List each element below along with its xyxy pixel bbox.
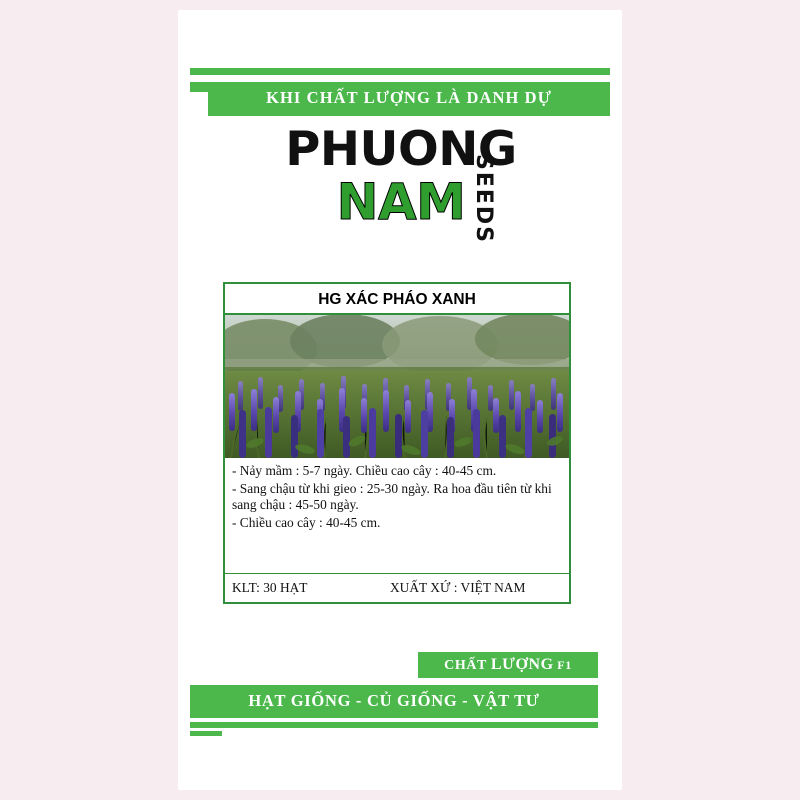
- quality-prefix: CHẤT: [444, 658, 491, 673]
- net-weight: KLT: 30 HẠT: [232, 580, 308, 595]
- bottom-accent-bar: [190, 722, 598, 728]
- slogan-text: KHI CHẤT LƯỢNG LÀ DANH DỰ: [266, 88, 552, 107]
- quality-badge: [418, 652, 598, 678]
- brand-name-line-1: PHUONG: [285, 122, 517, 177]
- slogan-banner: [208, 82, 610, 116]
- product-photo: [225, 315, 569, 458]
- description-line-1: - Nảy mầm : 5-7 ngày. Chiều cao cây : 40-45 cm.: [232, 463, 497, 478]
- bottom-banner: [190, 685, 598, 718]
- label-footer: [225, 573, 569, 602]
- brand-name-line-2: NAM: [336, 173, 466, 231]
- origin-text: XUẤT XỨ : VIỆT NAM: [390, 580, 526, 595]
- quality-suffix: F1: [553, 658, 572, 672]
- description-line-3: - Chiều cao cây : 40-45 cm.: [232, 514, 381, 530]
- bottom-banner-text: HẠT GIỐNG - CỦ GIỐNG - VẬT TƯ: [248, 691, 540, 710]
- quality-badge-text: [418, 656, 598, 674]
- description-list: [225, 458, 569, 532]
- quality-main: LƯỢNG: [490, 656, 554, 673]
- brand-seeds-vertical: SEEDS: [471, 154, 496, 245]
- top-accent-bar: [190, 68, 610, 75]
- description-line-2: - Sang chậu từ khi gieo : 25-30 ngày. Ra hoa đầu tiên từ khi sang chậu : 45-50 ngày.: [232, 480, 552, 512]
- brand-block: [178, 118, 622, 245]
- bottom-accent-step: [190, 731, 222, 736]
- product-label-card: [223, 282, 571, 604]
- seed-packet: [178, 10, 622, 790]
- product-name: HG XÁC PHÁO XANH: [225, 284, 569, 315]
